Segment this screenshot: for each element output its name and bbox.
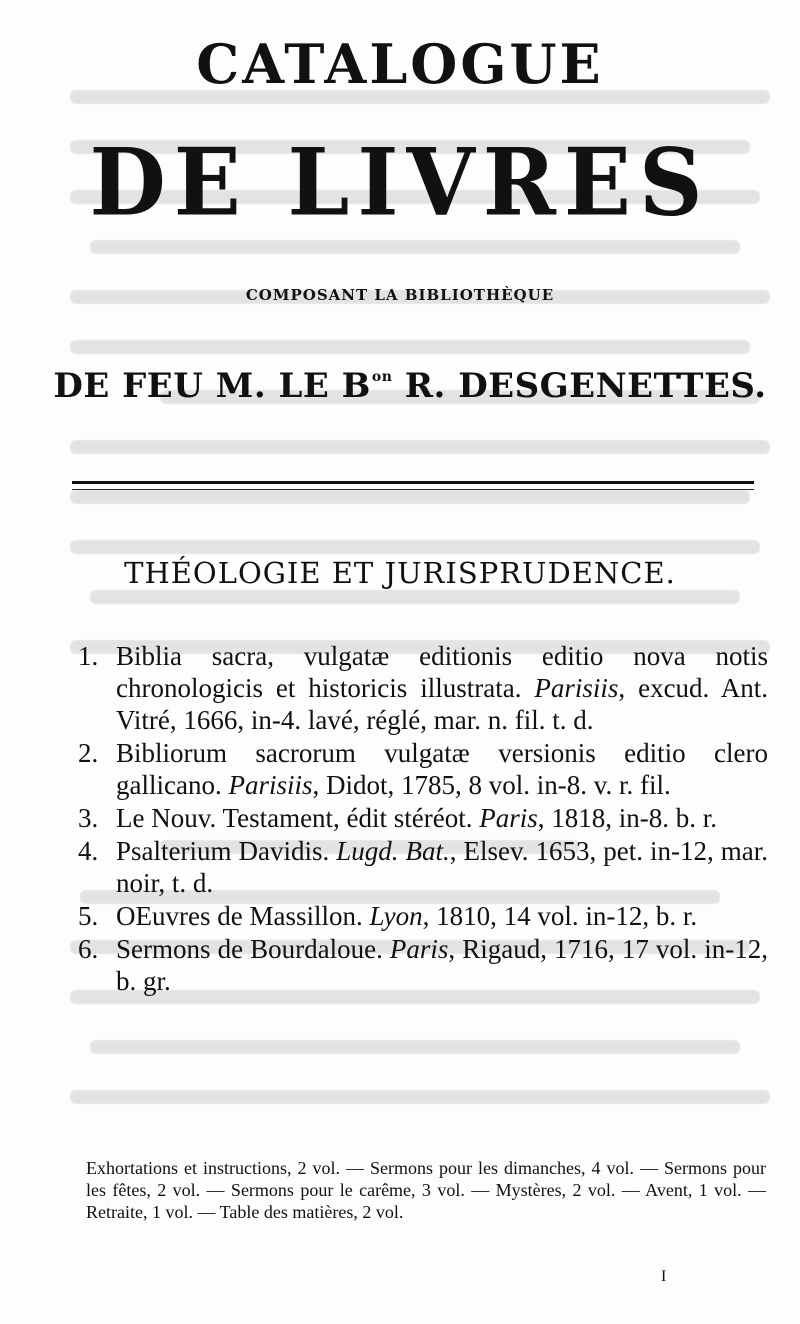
- owner-prefix: DE FEU M. LE B: [53, 366, 371, 406]
- subtitle: COMPOSANT LA BIBLIOTHÈQUE: [245, 286, 555, 304]
- entry-text: [116, 737, 768, 801]
- entry-place: Lyon: [369, 901, 423, 931]
- double-rule-thick: [72, 481, 754, 484]
- entry-details: , 1810, 14 vol. in-12, b. r.: [422, 901, 698, 931]
- entry-text: [116, 835, 768, 899]
- signature-mark: I: [661, 1268, 667, 1285]
- list-item: [78, 802, 768, 834]
- entry-place: Paris: [389, 934, 449, 964]
- livres-title: DE LIVRES: [89, 127, 711, 237]
- owner-name: R. DESGENETTES.: [392, 366, 767, 406]
- entry-details: , Rigaud, 1716, 17 vol. in-12, b. gr.: [116, 934, 768, 996]
- entry-details: , Didot, 1785, 8 vol. in-8. v. r. fil.: [312, 770, 671, 800]
- entry-place: Paris: [479, 803, 538, 833]
- entry-number: 2.: [78, 738, 99, 768]
- entry-title: Sermons de Bourdaloue.: [116, 934, 390, 964]
- bourdaloue-volume-note: Exhortations et instructions, 2 vol. — Sermons pour les dimanches, 4 vol. — Sermons pour les fêtes, 2 vol. — Sermons pour le carême, 3 vol. — Mystères, 2 vol. — Avent, 1 vol. — Retraite, 1 vol. — Table des matières, 2 vol.: [86, 1158, 766, 1222]
- owner-line: [0, 366, 800, 406]
- entry-title: Le Nouv. Testament, édit stéréot.: [116, 803, 480, 833]
- entry-details: , excud. Ant. Vitré, 1666, in-4. lavé, réglé, mar. n. fil. t. d.: [116, 673, 768, 735]
- list-item: [78, 737, 768, 801]
- list-item: [78, 933, 768, 997]
- entry-details: , 1818, in-8. b. r.: [537, 803, 718, 833]
- list-item: [78, 835, 768, 899]
- entry-text: [116, 802, 768, 834]
- entry-text: [116, 640, 768, 736]
- entry-title: Biblia sacra, vulgatæ editionis editio nova notis chronologicis et historicis illustrata.: [116, 641, 768, 703]
- entry-text: [116, 900, 768, 932]
- entry-place: Lugd. Bat.: [336, 836, 450, 866]
- entry-title: OEuvres de Massillon.: [116, 901, 370, 931]
- entry-number: 6.: [78, 934, 99, 964]
- entry-title: Bibliorum sacrorum vulgatæ versionis editio clero gallicano.: [116, 738, 768, 800]
- entry-list: [78, 640, 768, 998]
- entry-number: 1.: [78, 641, 99, 671]
- double-rule-thin: [72, 489, 754, 490]
- list-item: [78, 640, 768, 736]
- entry-number: 3.: [78, 803, 99, 833]
- entry-text: [116, 933, 768, 997]
- entry-title: Psalterium Davidis.: [116, 836, 337, 866]
- entry-number: 5.: [78, 901, 99, 931]
- entry-place: Parisiis: [228, 770, 313, 800]
- owner-title-superscript: on: [371, 369, 393, 385]
- entry-place: Parisiis: [534, 673, 619, 703]
- section-title: THÉOLOGIE ET JURISPRUDENCE.: [124, 556, 676, 590]
- entry-details: , Elsev. 1653, pet. in-12, mar. noir, t. d.: [116, 836, 769, 898]
- entry-number: 4.: [78, 836, 99, 866]
- list-item: [78, 900, 768, 932]
- catalogue-title: CATALOGUE: [196, 32, 604, 96]
